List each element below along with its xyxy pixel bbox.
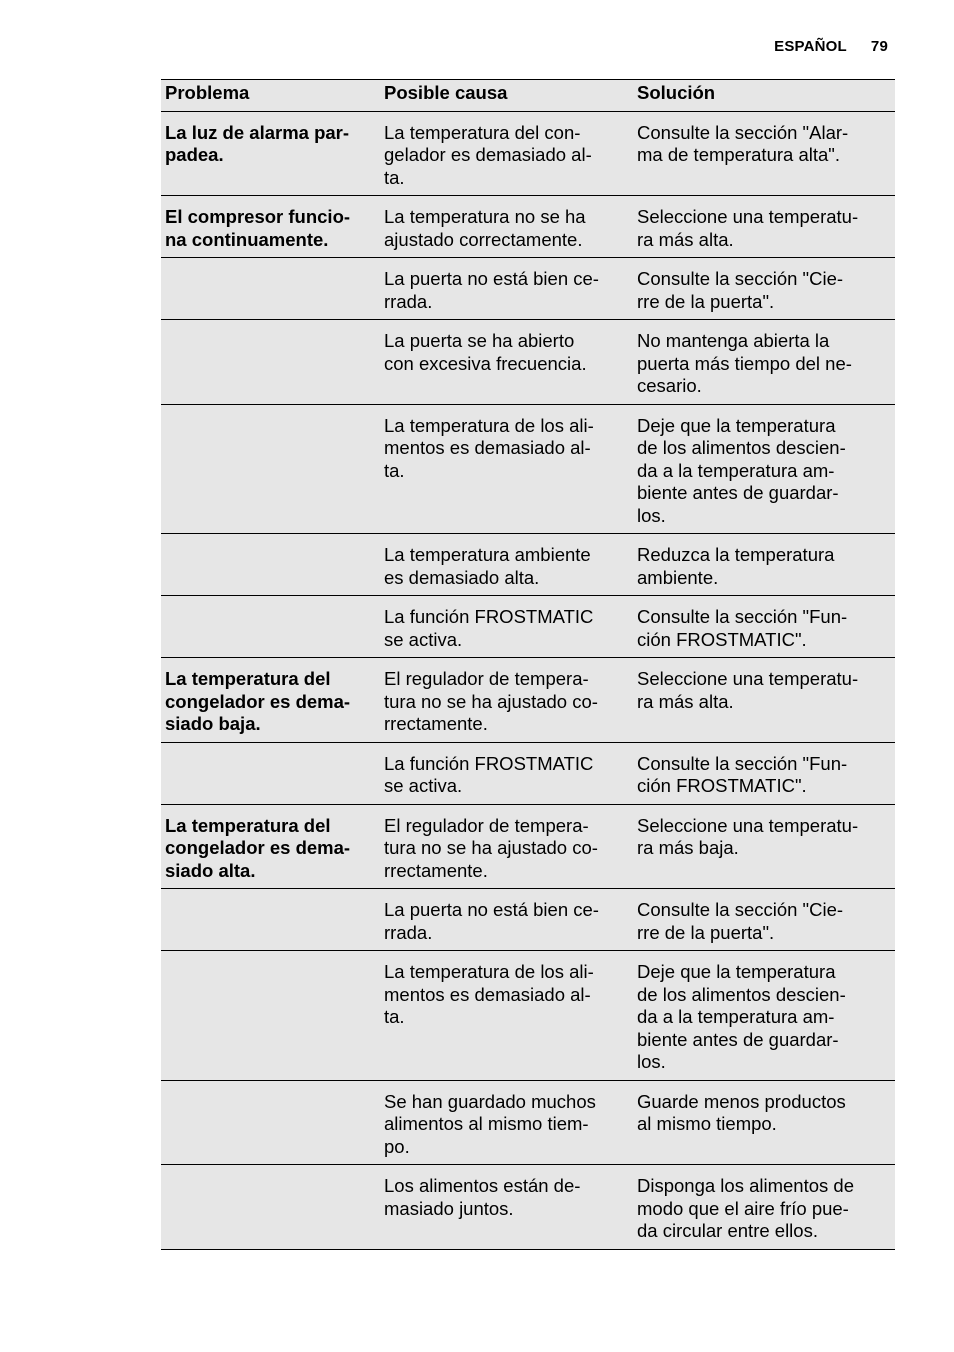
cell-solution: Seleccione una temperatu- ra más alta. <box>633 658 895 743</box>
cell-cause: La temperatura no se ha ajustado correctamente. <box>380 196 633 258</box>
table-row <box>161 320 895 405</box>
cell-solution: Deje que la temperatura de los alimentos descien- da a la temperatura am- biente antes de guardar- los. <box>633 404 895 534</box>
table-row <box>161 596 895 658</box>
cell-problem: El compresor funcio- na continuamente. <box>161 196 380 258</box>
cell-problem <box>161 1080 380 1165</box>
table-header-row <box>161 80 895 112</box>
cell-solution: Consulte la sección "Fun- ción FROSTMATIC". <box>633 596 895 658</box>
cell-solution: Reduzca la temperatura ambiente. <box>633 534 895 596</box>
cell-cause: Se han guardado muchos alimentos al mismo tiem- po. <box>380 1080 633 1165</box>
column-header-solution: Solución <box>633 80 895 112</box>
table-row <box>161 804 895 889</box>
cell-cause: El regulador de tempera- tura no se ha ajustado co- rrectamente. <box>380 804 633 889</box>
cell-solution: No mantenga abierta la puerta más tiempo del ne- cesario. <box>633 320 895 405</box>
table-row <box>161 1165 895 1250</box>
cell-problem: La luz de alarma par- padea. <box>161 111 380 196</box>
cell-cause: El regulador de tempera- tura no se ha ajustado co- rrectamente. <box>380 658 633 743</box>
cell-solution: Guarde menos productos al mismo tiempo. <box>633 1080 895 1165</box>
cell-cause: La puerta no está bien ce- rrada. <box>380 889 633 951</box>
cell-cause: La función FROSTMATIC se activa. <box>380 596 633 658</box>
cell-solution: Seleccione una temperatu- ra más baja. <box>633 804 895 889</box>
column-header-problem: Problema <box>161 80 380 112</box>
cell-cause: Los alimentos están de- masiado juntos. <box>380 1165 633 1250</box>
cell-problem <box>161 404 380 534</box>
cell-problem <box>161 534 380 596</box>
cell-problem <box>161 1165 380 1250</box>
cell-problem <box>161 596 380 658</box>
page-header <box>774 38 888 55</box>
cell-cause: La temperatura de los ali- mentos es demasiado al- ta. <box>380 951 633 1081</box>
cell-solution: Deje que la temperatura de los alimentos descien- da a la temperatura am- biente antes de guardar- los. <box>633 951 895 1081</box>
cell-solution: Consulte la sección "Cie- rre de la puerta". <box>633 889 895 951</box>
cell-problem <box>161 258 380 320</box>
table-row <box>161 1080 895 1165</box>
cell-problem <box>161 742 380 804</box>
cell-problem: La temperatura del congelador es dema- siado baja. <box>161 658 380 743</box>
cell-solution: Disponga los alimentos de modo que el aire frío pue- da circular entre ellos. <box>633 1165 895 1250</box>
cell-cause: La función FROSTMATIC se activa. <box>380 742 633 804</box>
troubleshooting-table <box>161 79 895 1250</box>
cell-cause: La temperatura ambiente es demasiado alta. <box>380 534 633 596</box>
cell-problem <box>161 320 380 405</box>
table-body <box>161 111 895 1249</box>
table-row <box>161 404 895 534</box>
cell-cause: La temperatura del con- gelador es demasiado al- ta. <box>380 111 633 196</box>
table-row <box>161 742 895 804</box>
table-row <box>161 258 895 320</box>
table-row <box>161 951 895 1081</box>
column-header-cause: Posible causa <box>380 80 633 112</box>
cell-cause: La puerta no está bien ce- rrada. <box>380 258 633 320</box>
table-row <box>161 534 895 596</box>
section-title: ESPAÑOL <box>774 38 847 55</box>
table-row <box>161 111 895 196</box>
cell-problem <box>161 889 380 951</box>
table-row <box>161 889 895 951</box>
cell-solution: Seleccione una temperatu- ra más alta. <box>633 196 895 258</box>
cell-cause: La puerta se ha abierto con excesiva frecuencia. <box>380 320 633 405</box>
cell-solution: Consulte la sección "Cie- rre de la puerta". <box>633 258 895 320</box>
table-row <box>161 196 895 258</box>
page-number: 79 <box>870 38 888 55</box>
cell-solution: Consulte la sección "Fun- ción FROSTMATIC". <box>633 742 895 804</box>
cell-cause: La temperatura de los ali- mentos es demasiado al- ta. <box>380 404 633 534</box>
table-row <box>161 658 895 743</box>
cell-problem <box>161 951 380 1081</box>
cell-problem: La temperatura del congelador es dema- siado alta. <box>161 804 380 889</box>
cell-solution: Consulte la sección "Alar- ma de temperatura alta". <box>633 111 895 196</box>
